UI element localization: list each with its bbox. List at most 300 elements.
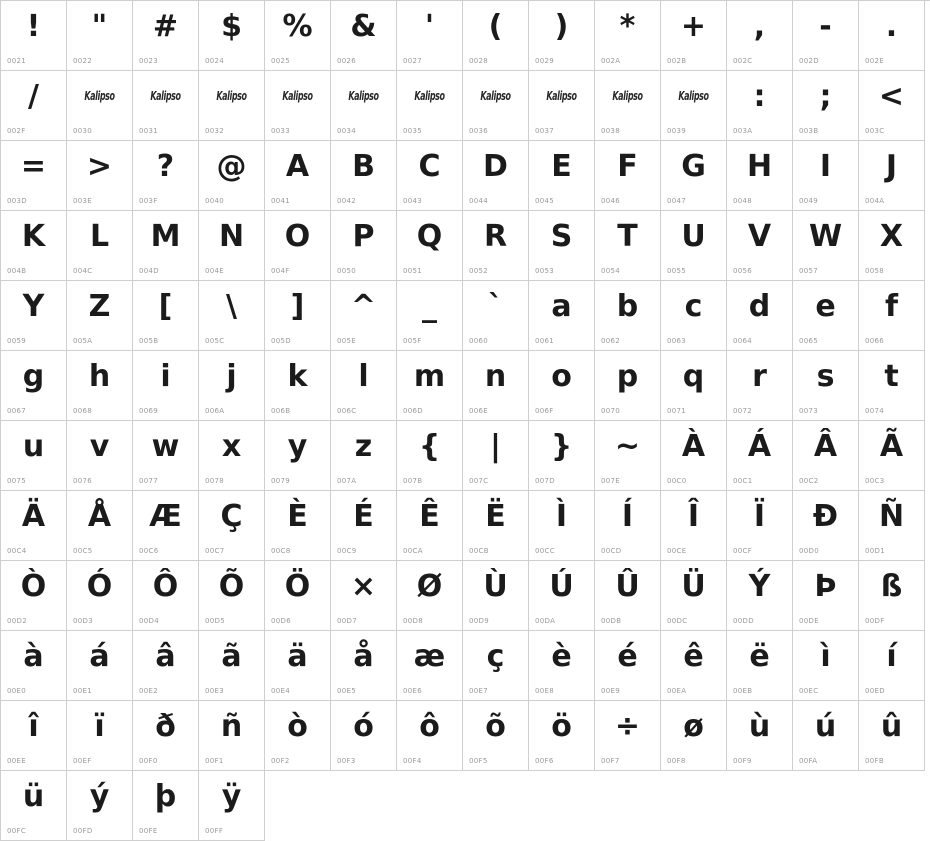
glyph-sample: i [160,359,171,394]
glyph-cell[interactable] [661,211,727,281]
glyph-cell[interactable] [331,71,397,141]
glyph-codepoint: 0035 [403,127,423,135]
glyph-cell[interactable] [595,211,661,281]
glyph-codepoint: 00C5 [73,547,93,555]
glyph-cell[interactable] [463,421,529,491]
glyph-cell[interactable] [133,71,199,141]
glyph-cell[interactable] [331,421,397,491]
glyph-cell[interactable] [133,561,199,631]
glyph-sample: v [89,429,110,464]
glyph-cell[interactable] [133,491,199,561]
glyph-sample: ' [424,9,435,44]
glyph-cell[interactable] [199,771,265,841]
glyph-cell[interactable] [1,141,67,211]
glyph-cell[interactable] [595,701,661,771]
glyph-sample: ^ [350,289,377,324]
glyph-codepoint: 00EC [799,687,819,695]
glyph-cell[interactable] [859,211,925,281]
glyph-codepoint: 0021 [7,57,27,65]
glyph-cell[interactable] [793,1,859,71]
glyph-codepoint: 00F0 [139,757,158,765]
glyph-sample: M [150,219,181,254]
glyph-codepoint: 0058 [865,267,885,275]
glyph-codepoint: 0072 [733,407,753,415]
glyph-cell[interactable] [397,701,463,771]
glyph-cell[interactable] [67,211,133,281]
glyph-cell[interactable] [265,281,331,351]
glyph-cell[interactable] [463,281,529,351]
glyph-cell[interactable] [331,211,397,281]
glyph-codepoint: 004D [139,267,159,275]
glyph-cell[interactable] [1,1,67,71]
glyph-cell[interactable] [661,631,727,701]
glyph-codepoint: 00E4 [271,687,290,695]
glyph-cell[interactable] [133,211,199,281]
glyph-codepoint: 00FB [865,757,884,765]
glyph-codepoint: 00D9 [469,617,489,625]
glyph-sample: ä [287,639,308,674]
glyph-cell[interactable] [1,211,67,281]
glyph-cell[interactable] [67,281,133,351]
glyph-codepoint: 00EA [667,687,687,695]
glyph-sample: V [747,219,772,254]
glyph-cell[interactable] [661,141,727,211]
glyph-codepoint: 0030 [73,127,93,135]
glyph-codepoint: 00F5 [469,757,488,765]
glyph-cell[interactable] [199,281,265,351]
glyph-cell[interactable] [331,1,397,71]
glyph-codepoint: 006B [271,407,291,415]
glyph-codepoint: 0071 [667,407,687,415]
glyph-cell[interactable] [859,71,925,141]
glyph-cell[interactable] [595,631,661,701]
glyph-cell[interactable] [133,771,199,841]
glyph-codepoint: 0034 [337,127,357,135]
glyph-sample: Û [615,569,640,604]
glyph-sample: H [746,149,773,184]
glyph-sample: b [616,289,639,324]
glyph-cell[interactable] [397,351,463,421]
glyph-codepoint: 0057 [799,267,819,275]
glyph-cell[interactable] [859,141,925,211]
glyph-codepoint: 00D8 [403,617,423,625]
glyph-cell[interactable] [133,281,199,351]
glyph-sample: J [885,149,898,184]
glyph-cell[interactable] [793,701,859,771]
glyph-codepoint: 004A [865,197,885,205]
glyph-cell[interactable] [859,491,925,561]
glyph-sample: ë [749,639,770,674]
glyph-sample: Ê [419,499,440,534]
glyph-codepoint: 0061 [535,337,555,345]
glyph-codepoint: 00FE [139,827,158,835]
glyph-codepoint: 00CE [667,547,687,555]
glyph-cell[interactable] [793,71,859,141]
glyph-sample: Ö [284,569,311,604]
glyph-codepoint: 00F4 [403,757,422,765]
glyph-cell[interactable] [67,351,133,421]
glyph-codepoint: 0048 [733,197,753,205]
glyph-sample: { [418,429,441,464]
glyph-codepoint: 002E [865,57,884,65]
glyph-cell[interactable] [331,351,397,421]
glyph-sample: á [89,639,110,674]
glyph-codepoint: 00F1 [205,757,224,765]
glyph-cell[interactable] [727,701,793,771]
glyph-cell[interactable] [265,71,331,141]
glyph-cell[interactable] [1,771,67,841]
glyph-cell[interactable] [529,351,595,421]
glyph-cell[interactable] [265,141,331,211]
glyph-sample: í [886,639,897,674]
glyph-cell[interactable] [793,561,859,631]
glyph-sample: | [490,429,501,464]
glyph-cell[interactable] [529,281,595,351]
glyph-cell[interactable] [595,141,661,211]
glyph-cell[interactable] [463,71,529,141]
glyph-cell[interactable] [793,351,859,421]
glyph-cell[interactable] [1,71,67,141]
glyph-codepoint: 00DD [733,617,754,625]
glyph-sample: ì [820,639,831,674]
glyph-codepoint: 00C3 [865,477,885,485]
glyph-cell[interactable] [133,421,199,491]
glyph-sample: ã [221,639,242,674]
glyph-cell[interactable] [1,701,67,771]
glyph-cell[interactable] [199,351,265,421]
glyph-sample: [ [158,289,173,324]
glyph-codepoint: 006D [403,407,423,415]
glyph-cell[interactable] [727,631,793,701]
glyph-sample: s [816,359,835,394]
glyph-codepoint: 00C7 [205,547,225,555]
glyph-sample: É [353,499,374,534]
glyph-cell[interactable] [331,631,397,701]
glyph-cell[interactable] [331,281,397,351]
glyph-sample: < [878,79,905,114]
glyph-cell[interactable] [529,701,595,771]
glyph-sample: W [808,219,843,254]
glyph-cell[interactable] [463,351,529,421]
glyph-cell[interactable] [793,631,859,701]
glyph-codepoint: 007D [535,477,555,485]
glyph-cell[interactable] [1,281,67,351]
glyph-sample: õ [485,709,506,744]
glyph-cell[interactable] [67,701,133,771]
glyph-codepoint: 0038 [601,127,621,135]
glyph-cell[interactable] [859,351,925,421]
glyph-cell[interactable] [67,71,133,141]
glyph-cell[interactable] [793,281,859,351]
glyph-cell[interactable] [463,701,529,771]
glyph-sample: Ä [21,499,46,534]
glyph-sample: % [282,9,313,44]
glyph-codepoint: 005B [139,337,159,345]
glyph-cell[interactable] [727,1,793,71]
glyph-cell[interactable] [463,1,529,71]
glyph-codepoint: 00C6 [139,547,159,555]
glyph-codepoint: 00CF [733,547,753,555]
glyph-cell[interactable] [199,71,265,141]
glyph-sample: & [350,9,377,44]
glyph-cell[interactable] [331,141,397,211]
glyph-codepoint: 0070 [601,407,621,415]
glyph-cell[interactable] [727,281,793,351]
glyph-cell[interactable] [1,421,67,491]
glyph-cell[interactable] [133,1,199,71]
glyph-sample: w [151,429,180,464]
glyph-cell[interactable] [793,211,859,281]
glyph-sample: ç [486,639,505,674]
glyph-cell[interactable] [727,421,793,491]
glyph-sample: ! [26,9,41,44]
glyph-cell[interactable] [265,421,331,491]
glyph-cell[interactable] [463,491,529,561]
glyph-codepoint: 00E1 [73,687,92,695]
glyph-sample: - [819,9,832,44]
glyph-cell[interactable] [661,1,727,71]
glyph-cell[interactable] [265,1,331,71]
glyph-cell[interactable] [199,421,265,491]
glyph-cell[interactable] [793,141,859,211]
glyph-cell[interactable] [529,491,595,561]
glyph-cell[interactable] [397,491,463,561]
glyph-cell[interactable] [67,141,133,211]
glyph-codepoint: 0079 [271,477,291,485]
glyph-codepoint: 0027 [403,57,423,65]
glyph-cell[interactable] [859,701,925,771]
glyph-sample: ÿ [221,779,242,814]
glyph-sample: * [619,9,636,44]
glyph-sample: Kalipso [84,89,115,104]
glyph-codepoint: 0063 [667,337,687,345]
glyph-cell[interactable] [397,71,463,141]
glyph-codepoint: 006A [205,407,225,415]
glyph-codepoint: 0053 [535,267,555,275]
glyph-cell[interactable] [397,561,463,631]
glyph-codepoint: 0043 [403,197,423,205]
glyph-codepoint: 0055 [667,267,687,275]
glyph-cell[interactable] [1,631,67,701]
glyph-sample: E [551,149,572,184]
glyph-cell[interactable] [265,491,331,561]
glyph-codepoint: 0039 [667,127,687,135]
glyph-sample: Æ [149,499,182,534]
glyph-sample: Ñ [878,499,905,534]
glyph-codepoint: 0059 [7,337,27,345]
glyph-cell[interactable] [529,1,595,71]
glyph-cell[interactable] [397,1,463,71]
glyph-sample: å [353,639,374,674]
glyph-cell[interactable] [859,421,925,491]
glyph-cell[interactable] [727,561,793,631]
glyph-sample: > [86,149,113,184]
glyph-cell[interactable] [859,1,925,71]
glyph-codepoint: 00EE [7,757,26,765]
glyph-cell[interactable] [199,701,265,771]
glyph-sample: l [358,359,369,394]
glyph-cell[interactable] [463,211,529,281]
glyph-codepoint: 0051 [403,267,423,275]
glyph-codepoint: 00F9 [733,757,752,765]
glyph-cell[interactable] [1,351,67,421]
glyph-cell[interactable] [727,211,793,281]
glyph-cell[interactable] [199,141,265,211]
glyph-cell[interactable] [67,561,133,631]
glyph-sample: $ [221,9,242,44]
glyph-cell[interactable] [397,421,463,491]
glyph-cell[interactable] [727,351,793,421]
glyph-sample: Ó [86,569,113,604]
glyph-codepoint: 0065 [799,337,819,345]
glyph-cell[interactable] [529,561,595,631]
glyph-sample: X [879,219,904,254]
glyph-cell[interactable] [331,491,397,561]
glyph-codepoint: 00CC [535,547,555,555]
glyph-codepoint: 00FD [73,827,93,835]
glyph-codepoint: 002A [601,57,621,65]
glyph-sample: Ú [549,569,574,604]
glyph-sample: I [819,149,832,184]
glyph-cell[interactable] [595,351,661,421]
glyph-sample: Kalipso [150,89,181,104]
glyph-codepoint: 0076 [73,477,93,485]
glyph-sample: @ [216,149,247,184]
glyph-cell[interactable] [661,561,727,631]
glyph-cell[interactable] [133,141,199,211]
glyph-sample: m [413,359,446,394]
glyph-cell[interactable] [859,631,925,701]
glyph-sample: } [550,429,573,464]
glyph-cell[interactable] [859,281,925,351]
glyph-cell[interactable] [727,71,793,141]
glyph-cell[interactable] [265,351,331,421]
glyph-sample: Ò [20,569,47,604]
glyph-sample: ö [551,709,572,744]
glyph-cell[interactable] [199,491,265,561]
glyph-cell[interactable] [67,1,133,71]
glyph-sample: Î [687,499,700,534]
glyph-cell[interactable] [397,631,463,701]
glyph-cell[interactable] [661,71,727,141]
glyph-cell[interactable] [595,491,661,561]
glyph-codepoint: 0032 [205,127,225,135]
glyph-sample: Kalipso [546,89,577,104]
glyph-cell[interactable] [793,421,859,491]
glyph-cell[interactable] [661,421,727,491]
glyph-sample: O [284,219,311,254]
glyph-cell[interactable] [265,211,331,281]
glyph-codepoint: 005F [403,337,422,345]
glyph-cell[interactable] [199,211,265,281]
glyph-codepoint: 002D [799,57,819,65]
glyph-codepoint: 005C [205,337,225,345]
glyph-cell[interactable] [661,281,727,351]
glyph-sample: ) [554,9,569,44]
glyph-cell[interactable] [67,491,133,561]
glyph-codepoint: 0067 [7,407,27,415]
glyph-cell[interactable] [397,141,463,211]
glyph-cell[interactable] [397,281,463,351]
glyph-codepoint: 00DB [601,617,622,625]
glyph-cell[interactable] [661,491,727,561]
glyph-cell[interactable] [67,771,133,841]
glyph-cell[interactable] [397,211,463,281]
glyph-cell[interactable] [727,141,793,211]
glyph-cell[interactable] [595,561,661,631]
glyph-codepoint: 003A [733,127,753,135]
glyph-cell[interactable] [67,631,133,701]
glyph-sample: ú [814,709,837,744]
glyph-cell[interactable] [463,561,529,631]
glyph-cell[interactable] [133,631,199,701]
glyph-cell[interactable] [463,141,529,211]
glyph-codepoint: 00D0 [799,547,819,555]
glyph-cell[interactable] [1,561,67,631]
glyph-cell[interactable] [463,631,529,701]
glyph-sample: ø [683,709,704,744]
glyph-cell[interactable] [529,141,595,211]
glyph-cell[interactable] [595,1,661,71]
glyph-codepoint: 00FA [799,757,818,765]
glyph-cell[interactable] [661,701,727,771]
glyph-cell[interactable] [595,281,661,351]
glyph-cell[interactable] [859,561,925,631]
glyph-codepoint: 00C9 [337,547,357,555]
glyph-codepoint: 00F6 [535,757,554,765]
glyph-cell[interactable] [595,71,661,141]
glyph-sample: C [418,149,441,184]
glyph-sample: U [681,219,706,254]
glyph-cell[interactable] [529,211,595,281]
glyph-codepoint: 005D [271,337,291,345]
glyph-sample: B [352,149,375,184]
glyph-cell[interactable] [265,561,331,631]
glyph-cell[interactable] [133,351,199,421]
glyph-cell[interactable] [727,491,793,561]
glyph-codepoint: 003D [7,197,27,205]
glyph-cell[interactable] [529,71,595,141]
glyph-cell[interactable] [331,561,397,631]
glyph-cell[interactable] [793,491,859,561]
glyph-cell[interactable] [199,561,265,631]
glyph-cell[interactable] [199,1,265,71]
glyph-codepoint: 006E [469,407,488,415]
glyph-cell[interactable] [331,701,397,771]
glyph-cell[interactable] [133,701,199,771]
glyph-cell[interactable] [67,421,133,491]
glyph-cell[interactable] [529,631,595,701]
glyph-codepoint: 00EB [733,687,753,695]
glyph-codepoint: 00C2 [799,477,819,485]
glyph-codepoint: 0022 [73,57,93,65]
glyph-cell[interactable] [661,351,727,421]
glyph-cell[interactable] [1,491,67,561]
glyph-codepoint: 0064 [733,337,753,345]
glyph-cell[interactable] [265,631,331,701]
glyph-sample: S [550,219,573,254]
glyph-cell[interactable] [529,421,595,491]
glyph-sample: Õ [218,569,245,604]
glyph-cell[interactable] [595,421,661,491]
glyph-sample: R [483,219,508,254]
glyph-sample: e [815,289,836,324]
glyph-codepoint: 00D7 [337,617,357,625]
glyph-codepoint: 00D2 [7,617,27,625]
glyph-cell[interactable] [199,631,265,701]
glyph-cell[interactable] [265,701,331,771]
glyph-sample: ï [94,709,105,744]
